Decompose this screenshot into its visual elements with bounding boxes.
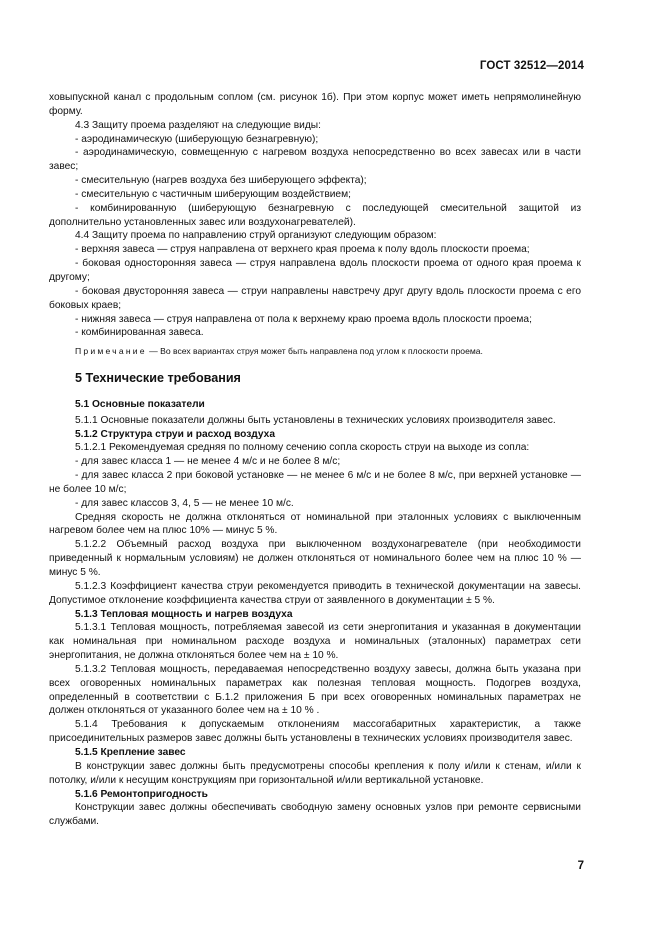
paragraph: 5.1.2.1 Рекомендуемая средняя по полному сечению сопла скорость струи на выходе из сопла: <box>75 442 530 454</box>
list-item: - верхняя завеса — струя направлена от верхнего края проема к полу вдоль плоскости проема; <box>75 244 530 256</box>
paragraph: 5.1.3.1 Тепловая мощность, потребляемая завесой из сети энергопитания и указанная в документации как номинальная при номинальном расходе воздуха и номинальных (эталонных) параметрах сети энергопитания, не должна отклоняться более чем на ± 10 %. <box>49 622 581 662</box>
paragraph: 5.1.2.2 Объемный расход воздуха при выключенном воздухонагревателе (при необходимости приведенный к нормальным условиям) не должен отклоняться от номинального более чем на плюс 10 % — минус 5 %. <box>49 539 581 578</box>
note <box>49 345 581 359</box>
subsection-title: 5.1.2 Структура струи и расход воздуха <box>75 428 275 440</box>
note-text: — Во всех вариантах струя может быть направлена под углом к плоскости проема. <box>146 346 483 357</box>
page-number: 7 <box>577 860 584 872</box>
subsection-title: 5.1.6 Ремонтопригодность <box>75 788 208 800</box>
paragraph: Средняя скорость не должна отклоняться от номинальной при эталонных условиях с выключенным нагревом более чем на плюс 10% — минус 5 %. <box>49 511 581 537</box>
list-item: - аэродинамическую (шиберующую безнагревную); <box>75 133 319 145</box>
list-item: - комбинированная завеса. <box>75 327 204 339</box>
list-item: - комбинированную (шиберующую безнагревную с последующей смесительной защитой из дополнительно установленных завес или воздухонагревателей). <box>49 202 581 228</box>
list-item: - аэродинамическую, совмещенную с нагревом воздуха непосредственно во всех завесах или в части завес; <box>49 147 581 173</box>
paragraph: 5.1.2.3 Коэффициент качества струи рекомендуется приводить в технической документации на завесы. Допустимое отклонение коэффициента качества струи от заявленного в документации ± 5 %. <box>49 580 581 606</box>
subsection-title: 5.1.5 Крепление завес <box>75 746 186 758</box>
list-item: - нижняя завеса — струя направлена от пола к верхнему краю проема вдоль плоскости проема; <box>75 313 532 325</box>
paragraph: 5.1.4 Требования к допускаемым отклонениям массогабаритных характеристик, а также присоединительных размеров завес должны быть установлены в технических условиях производителя завес. <box>49 719 581 745</box>
list-item: - смесительную с частичным шиберующим воздействием; <box>75 188 351 200</box>
paragraph: 4.3 Защиту проема разделяют на следующие виды: <box>75 119 321 131</box>
subsection-title: 5.1 Основные показатели <box>75 398 205 410</box>
subsection-title: 5.1.3 Тепловая мощность и нагрев воздуха <box>75 608 293 620</box>
paragraph: 5.1.1 Основные показатели должны быть установлены в технических условиях производителя завес. <box>75 414 556 426</box>
paragraph: 4.4 Защиту проема по направлению струй организуют следующим образом: <box>75 230 437 242</box>
list-item: - для завес класса 1 — не менее 4 м/с и не более 8 м/с; <box>75 456 341 468</box>
paragraph: В конструкции завес должны быть предусмотрены способы крепления к полу и/или к стенам, и/или к потолку, и/или к несущим конструкциям при горизонтальной и/или вертикальной установке. <box>49 760 581 786</box>
list-item: - боковая односторонняя завеса — струя направлена вдоль плоскости проема от одного края проема к другому; <box>49 258 581 283</box>
list-item: - смесительную (нагрев воздуха без шиберующего эффекта); <box>75 175 367 187</box>
section-title: 5 Технические требования <box>75 371 241 386</box>
note-label: Примечание <box>75 346 147 357</box>
list-item: - для завес классов 3, 4, 5 — не менее 10 м/с. <box>75 497 294 509</box>
paragraph: 5.1.3.2 Тепловая мощность, передаваемая непосредственно воздуху завесы, должна быть указана при всех оговоренных номинальных параметрах как полезная тепловая мощность. Подогрев воздуха, определенный в соответствии с Б.1.2 приложения Б при всех оговоренных номинальных параметрах не должен отклоняться от указанного более чем на ± 10 % . <box>49 663 581 717</box>
paragraph: ховыпускной канал с продольным соплом (см. рисунок 1б). При этом корпус может иметь непрямолинейную форму. <box>49 92 581 117</box>
paragraph: Конструкции завес должны обеспечивать свободную замену основных узлов при ремонте сервисными службами. <box>49 802 581 828</box>
standard-header: ГОСТ 32512—2014 <box>479 60 584 72</box>
list-item: - боковая двусторонняя завеса — струи направлены навстречу друг другу вдоль плоскости проема с его боковых краев; <box>49 285 581 311</box>
list-item: - для завес класса 2 при боковой установке — не менее 6 м/с и не более 8 м/с, при верхней установке — не более 10 м/с; <box>49 470 581 495</box>
document-body <box>49 91 581 829</box>
